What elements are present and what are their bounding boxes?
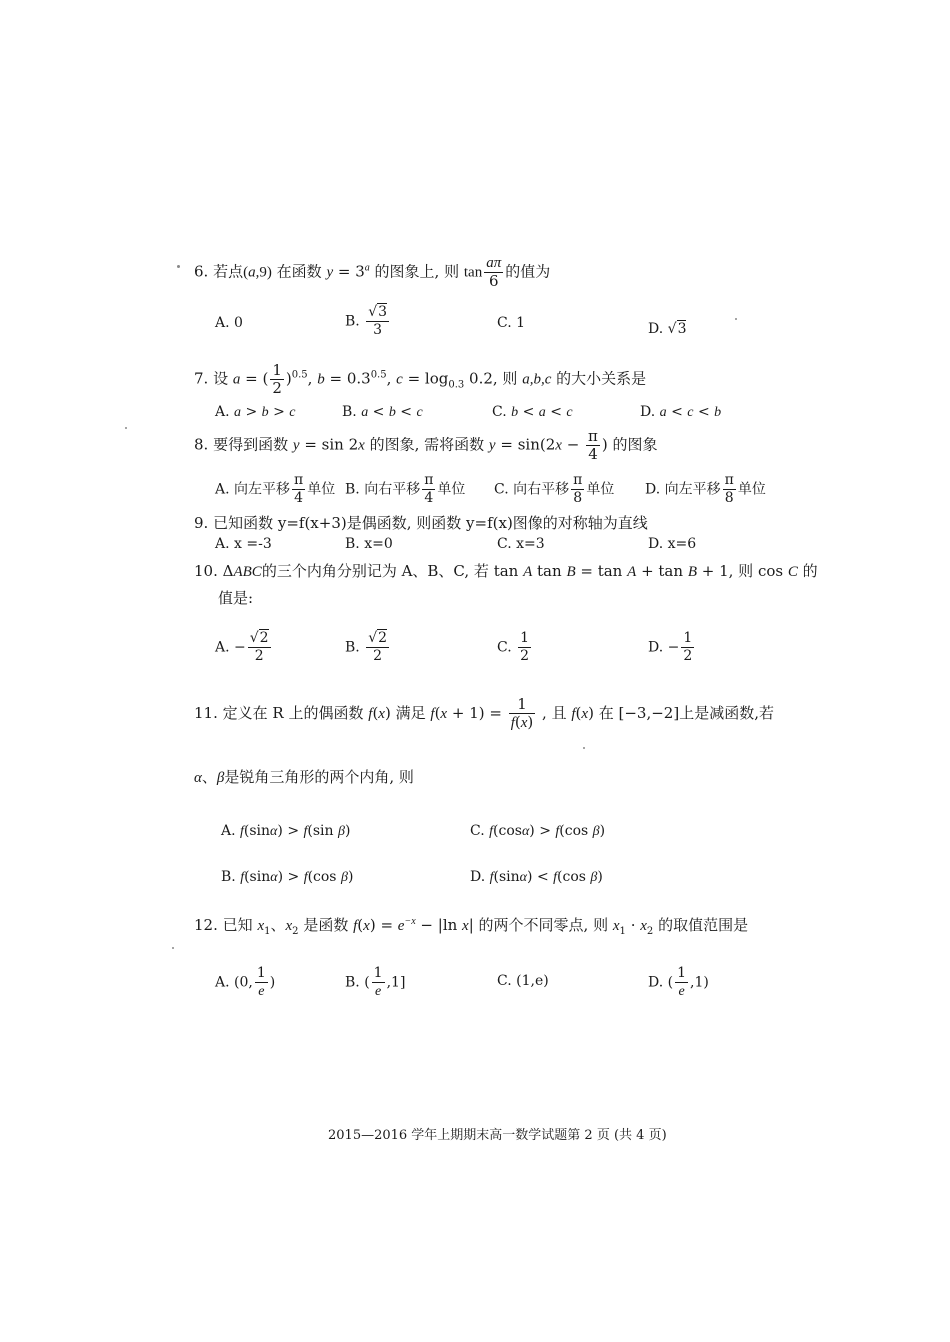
question-10: 10. ΔABC的三个内角分别记为 A、B、C, 若 tan A tan B = tan A + tan B + 1, 则 cos C 的 — [194, 562, 818, 580]
question-number: 7. — [194, 369, 209, 388]
scan-speck — [583, 747, 585, 749]
question-10-line2: 值是: — [218, 589, 254, 607]
q10-option-b[interactable]: B. $\frac{√2}{2}$ — [345, 630, 388, 664]
page-footer: 2015—2016 学年上期期末高一数学试题第 2 页 (共 4 页) — [328, 1128, 667, 1143]
q8-option-a[interactable]: A. 向左平移 $\frac{\pi}{4}$ 单位 — [215, 472, 336, 506]
q9-option-c[interactable]: C. x=3 — [497, 536, 545, 552]
q6-option-a[interactable]: A. 0 — [215, 315, 243, 331]
q6-option-c[interactable]: C. 1 — [497, 315, 526, 331]
q7-option-b[interactable]: B. a < b < c — [342, 404, 423, 420]
q11-option-a[interactable]: A. f(sinα) > f(sin β) — [221, 823, 351, 839]
question-number: 9. — [194, 514, 209, 532]
q10-option-c[interactable]: C. $\frac{1}{2}$ — [497, 630, 530, 664]
q8-option-b[interactable]: B. 向右平移 $\frac{\pi}{4}$ 单位 — [345, 472, 466, 506]
q6-option-b[interactable]: B. $\frac{√3}{3}$ — [345, 304, 388, 338]
q11-option-d[interactable]: D. f(sinα) < f(cos β) — [470, 869, 603, 885]
question-number: 8. — [194, 435, 209, 454]
q9-option-a[interactable]: A. x =-3 — [215, 536, 272, 552]
question-11-line2: α、β是锐角三角形的两个内角, 则 — [194, 768, 414, 786]
question-8: 8. 要得到函数 y = sin 2x 的图象, 需将函数 y = sin(2x − $\frac{\pi}{4}$ ) 的图象 — [194, 427, 658, 463]
q8-option-c[interactable]: C. 向右平移 $\frac{\pi}{8}$ 单位 — [494, 472, 615, 506]
question-12: 12. 已知 $x_1$、$x_2$ 是函数 $f(x) = e^{-x} - |\ln$ x| 的两个不同零点, 则 $x_1 \cdot x_2$ 的取值范围是 — [194, 916, 749, 937]
q12-option-d[interactable]: D. ( $\frac{1}{e}$ ,1) — [648, 965, 709, 999]
scan-speck — [172, 947, 174, 949]
question-number: 6. — [194, 262, 209, 281]
question-7: 7. 设 a = ( $\frac{1}{2}$ )$^{0.5}$, $b = 0.3^{0.5}$, $c = \log_{0.3} 0.2$, 则 a,b,c 的大小关系是 — [194, 361, 647, 397]
q7-option-c[interactable]: C. b < a < c — [492, 404, 573, 420]
question-6: 6. 若点(a,9) 在函数 $y = 3^a$ 的图象上, 则 tan $\frac{a\pi}{6}$ 的值为 — [194, 255, 551, 290]
q12-option-a[interactable]: A. (0, $\frac{1}{e}$ ) — [215, 965, 276, 999]
q12-option-b[interactable]: B. ( $\frac{1}{e}$ ,1] — [345, 965, 406, 999]
q7-option-a[interactable]: A. a > b > c — [215, 404, 296, 420]
question-number: 11. — [194, 704, 218, 722]
q6-option-d[interactable]: D. √3 — [648, 321, 687, 337]
scan-speck — [177, 265, 180, 268]
scan-speck — [125, 427, 127, 429]
question-number: 10. — [194, 562, 218, 580]
question-number: 12. — [194, 916, 218, 934]
q11-option-b[interactable]: B. f(sinα) > f(cos β) — [221, 869, 354, 885]
q10-option-a[interactable]: A. − $\frac{√2}{2}$ — [215, 630, 269, 664]
scan-speck — [735, 318, 737, 320]
q11-option-c[interactable]: C. f(cosα) > f(cos β) — [470, 823, 606, 839]
q7-option-d[interactable]: D. a < c < b — [640, 404, 722, 420]
q8-option-d[interactable]: D. 向左平移 $\frac{\pi}{8}$ 单位 — [645, 472, 766, 506]
q10-option-d[interactable]: D. − $\frac{1}{2}$ — [648, 630, 693, 664]
question-9: 9. 已知函数 y=f(x+3)是偶函数, 则函数 y=f(x)图像的对称轴为直线 — [194, 514, 648, 532]
q9-option-d[interactable]: D. x=6 — [648, 536, 697, 552]
question-11: 11. 定义在 R 上的偶函数 f(x) 满足 f(x + 1) = $\frac{1}{f(x)}$ , 且 f(x) 在 [−3,−2]上是减函数,若 — [194, 695, 774, 731]
q12-option-c[interactable]: C. (1,e) — [497, 973, 549, 989]
q9-option-b[interactable]: B. x=0 — [345, 536, 393, 552]
